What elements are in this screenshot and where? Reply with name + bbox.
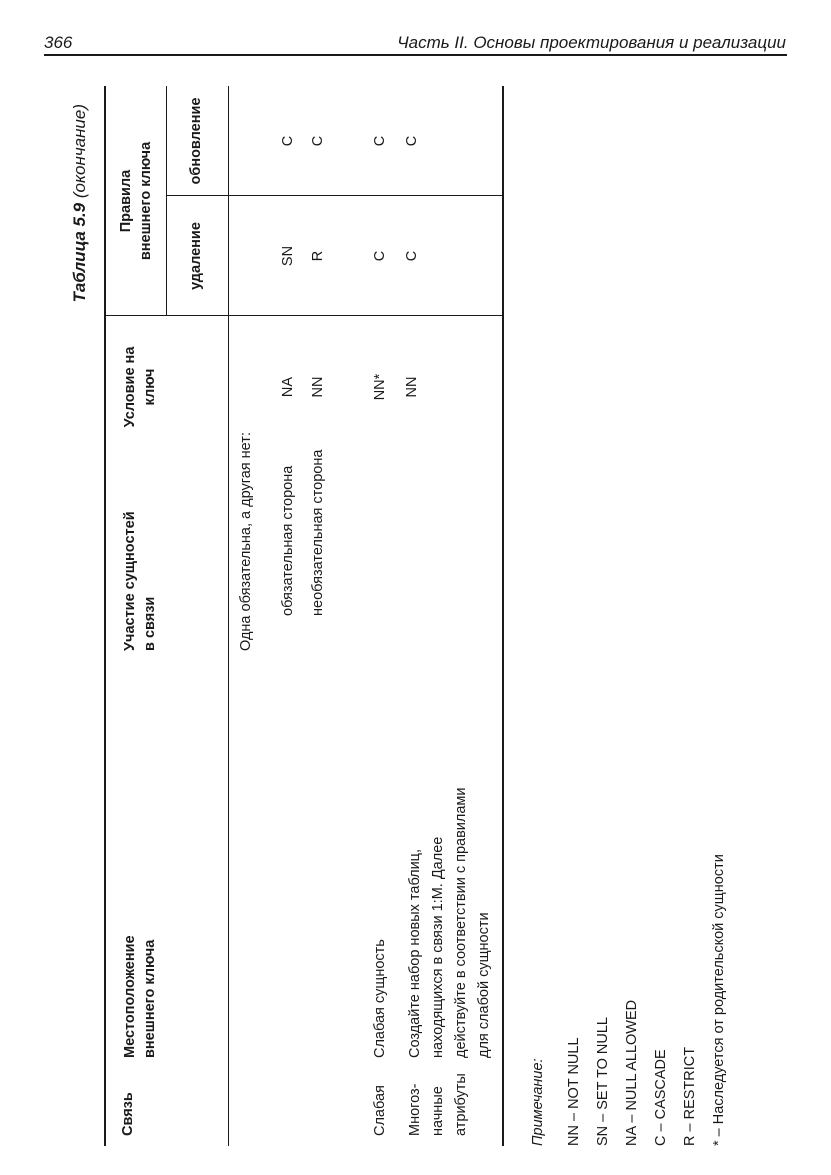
note-item: R – RESTRICT: [682, 1046, 698, 1146]
delete-update-divider: [166, 195, 502, 196]
note-list: [560, 854, 734, 1146]
note-item: * – Наследуется от родительской сущности: [711, 854, 727, 1146]
row-weak-update: C: [372, 135, 388, 147]
note-item: NA – NULL ALLOWED: [624, 999, 640, 1146]
rules-subheader-rule: [166, 86, 167, 316]
col-header-delete: удаление: [188, 222, 204, 290]
row-weak-delete: C: [372, 250, 388, 262]
group1-row1-update: C: [280, 135, 296, 147]
rotated-table-page: [60, 86, 740, 1146]
table-header-rule: [228, 86, 229, 1146]
group1-row2-update: C: [310, 135, 326, 147]
group1-row2-delete: R: [310, 250, 326, 262]
table-top-rule: [104, 86, 106, 1146]
row-weak-condition: NN*: [372, 373, 388, 401]
row-multi-relation: Многоз- начные атрибуты: [407, 1073, 469, 1136]
page-number: 366: [44, 33, 73, 52]
table-bottom-rule: [502, 86, 504, 1146]
running-title: Часть II. Основы проектирования и реализации: [397, 33, 786, 52]
table-caption-rest: (окончание): [70, 104, 89, 203]
row-weak-relation: Слабая: [372, 1085, 388, 1136]
col-header-condition: Условие на ключ: [122, 346, 158, 428]
page-header: [0, 0, 831, 60]
group1-row1-participation: обязательная сторона: [280, 465, 296, 616]
group1-intro: Одна обязательна, а другая нет:: [238, 432, 254, 651]
table-caption-number: Таблица 5.9: [70, 202, 89, 303]
note-item: NN – NOT NULL: [566, 1037, 582, 1146]
col-header-participation: Участие сущностей в связи: [122, 511, 158, 651]
row-multi-condition: NN: [404, 376, 420, 398]
group1-row2-participation: необязательная сторона: [310, 449, 326, 616]
note-item: SN – SET TO NULL: [595, 1017, 611, 1146]
col-header-location: Местоположение внешнего ключа: [122, 935, 158, 1058]
group1-row2-condition: NN: [310, 376, 326, 398]
col-header-update: обновление: [188, 97, 204, 185]
group1-row1-condition: NA: [280, 376, 296, 398]
row-weak-location: Слабая сущность: [372, 939, 388, 1058]
note-title: Примечание:: [530, 1058, 546, 1146]
row-multi-location: Создайте набор новых таблиц, находящихся в связи 1:M. Далее действуйте в соответствии с правилами для слабой сущности: [407, 787, 492, 1058]
col-header-rules: Правила внешнего ключа: [118, 141, 154, 261]
note-item: C – CASCADE: [653, 1049, 669, 1146]
row-multi-delete: C: [404, 250, 420, 262]
rules-column-divider: [104, 315, 502, 316]
group1-row1-delete: SN: [280, 245, 296, 267]
col-header-relation: Связь: [120, 1092, 136, 1136]
header-rule: [44, 54, 787, 56]
table-caption: [70, 104, 90, 303]
row-multi-update: C: [404, 135, 420, 147]
